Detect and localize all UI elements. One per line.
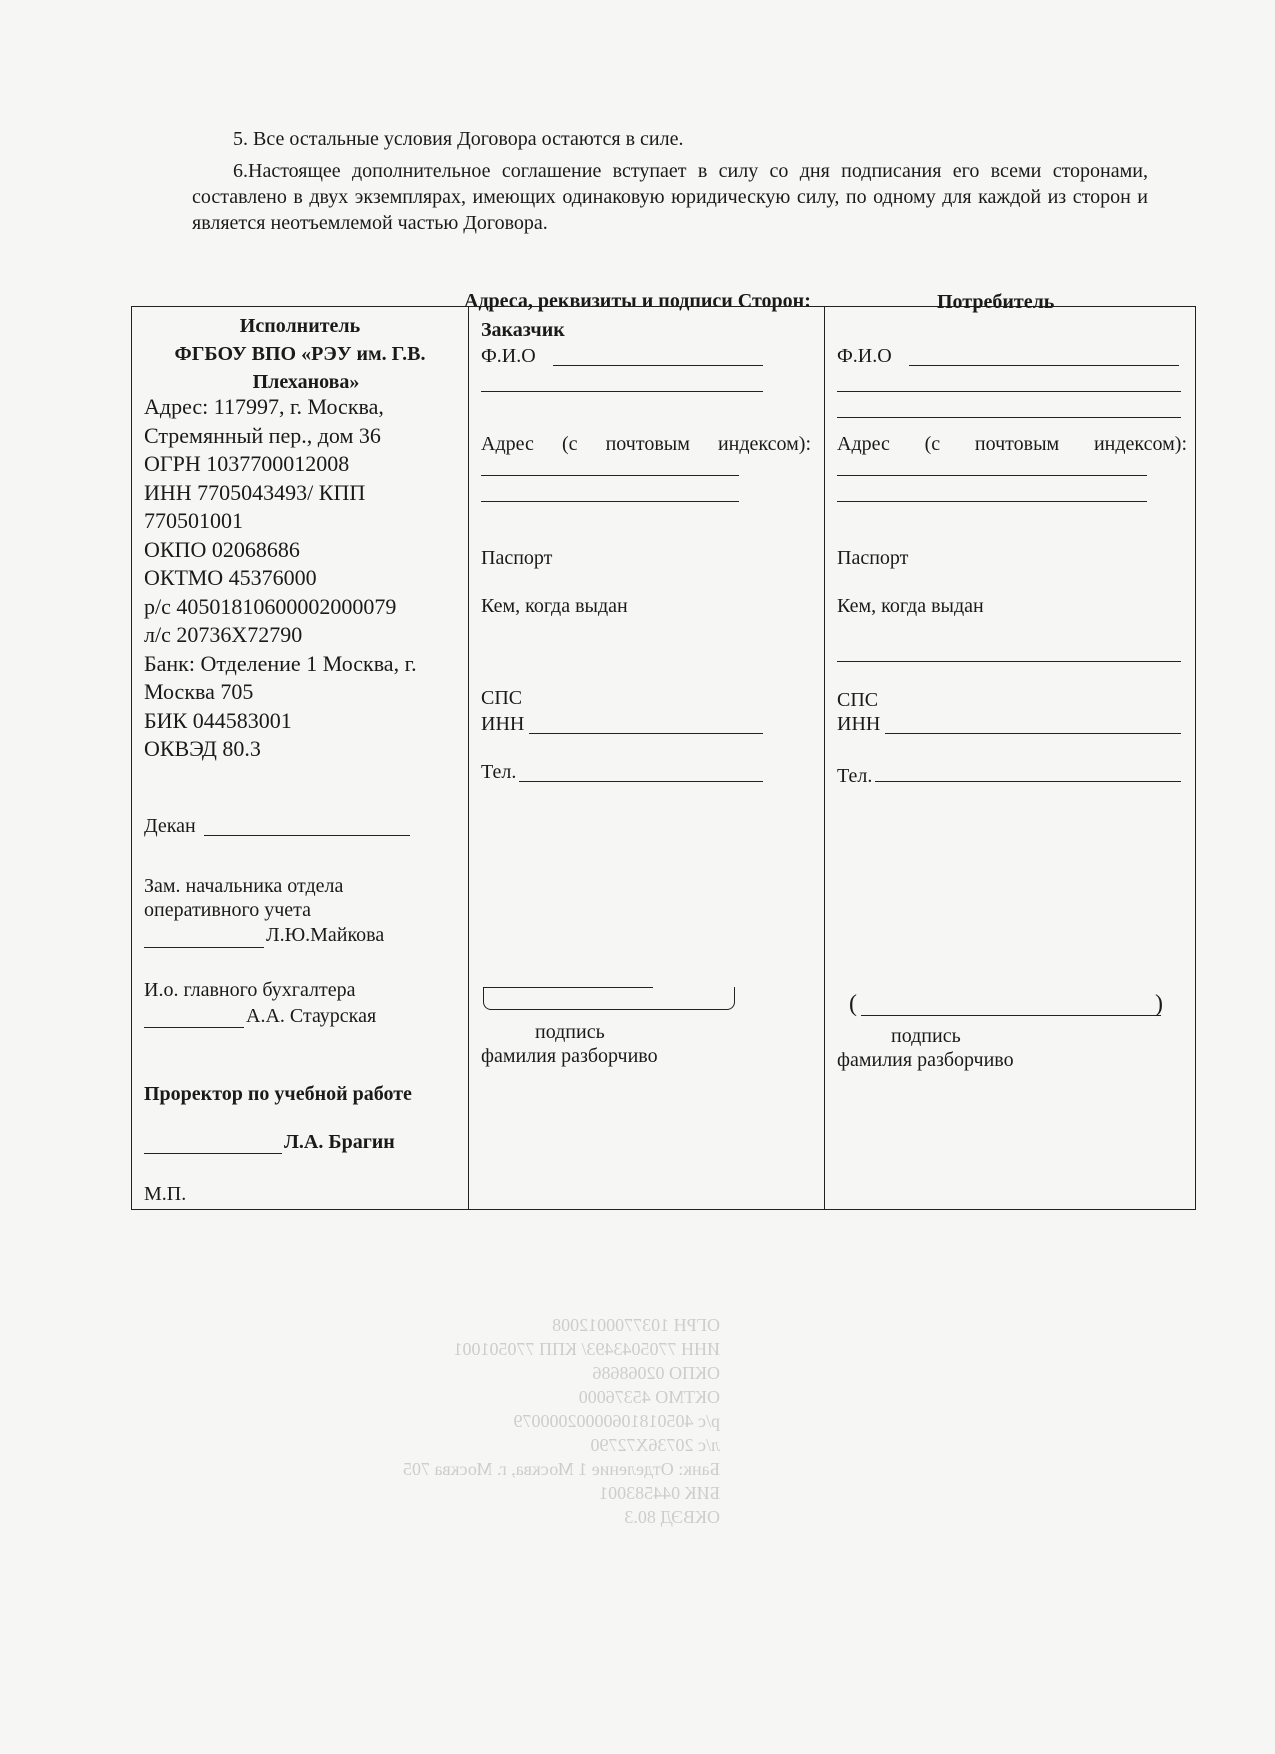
accountant-name: А.А. Стаурская <box>246 1005 377 1027</box>
deputy-name: Л.Ю.Майкова <box>266 924 385 946</box>
customer-column <box>468 307 825 1209</box>
requisite-line: ОГРН 1037700012008 <box>144 451 350 476</box>
bleed-line: Банк: Отделение 1 Москва, г. Москва 705 <box>402 1459 720 1479</box>
bleed-line: БИК 044583001 <box>599 1483 720 1503</box>
prorector-label: Проректор по учебной работе <box>144 1083 412 1105</box>
bleed-line: ОКПО 02068686 <box>592 1363 720 1383</box>
customer-sps-label: СПС <box>481 687 523 709</box>
customer-fio-label: Ф.И.О <box>481 345 536 367</box>
executor-org-line1: ФГБОУ ВПО «РЭУ им. Г.В. <box>174 343 426 365</box>
prorector-name: Л.А. Брагин <box>284 1131 395 1153</box>
executor-requisites <box>144 393 417 764</box>
customer-fio-line-2 <box>481 391 763 392</box>
consumer-issued-label: Кем, когда выдан <box>837 595 984 617</box>
consumer-signature-label: подпись <box>891 1025 961 1047</box>
bleed-line: ОКТМО 45376000 <box>578 1387 720 1407</box>
prorector-signature-line <box>144 1153 282 1154</box>
consumer-sps-label: СПС <box>837 689 879 711</box>
customer-inn-line <box>529 733 763 734</box>
requisite-line: Москва 705 <box>144 679 254 704</box>
consumer-inn-line <box>885 733 1181 734</box>
consumer-heading: Потребитель <box>937 291 1055 313</box>
customer-heading: Заказчик <box>481 319 565 341</box>
customer-name-legible-label: фамилия разборчиво <box>481 1045 658 1067</box>
consumer-fio-line-3 <box>837 417 1181 418</box>
deputy-signature-line <box>144 947 264 948</box>
table-title: Адреса, реквизиты и подписи Сторон: <box>464 290 811 312</box>
deputy-label-2: оперативного учета <box>144 899 312 921</box>
customer-signature-label: подпись <box>535 1021 605 1043</box>
accountant-signature-line <box>144 1027 244 1028</box>
consumer-fio-line-2 <box>837 391 1181 392</box>
customer-inn-label: ИНН <box>481 713 525 735</box>
consumer-issued-line <box>837 661 1181 662</box>
requisite-line: ОКТМО 45376000 <box>144 565 317 590</box>
customer-tel-label: Тел. <box>481 761 517 783</box>
executor-org-line2: Плеханова» <box>252 371 360 393</box>
customer-signature-box <box>483 987 735 1010</box>
customer-address-line <box>481 475 739 476</box>
consumer-fio-line <box>909 365 1179 366</box>
bleed-line: ОКВЭД 80.3 <box>624 1507 720 1527</box>
requisite-line: р/с 40501810600002000079 <box>144 593 397 619</box>
accountant-label: И.о. главного бухгалтера <box>144 979 356 1001</box>
customer-address-label: Адрес (с почтовым индексом): <box>481 433 811 455</box>
customer-tel-line <box>519 781 763 782</box>
dean-label: Декан <box>144 815 196 837</box>
customer-fio-line <box>553 365 763 366</box>
executor-column <box>132 307 468 1209</box>
requisite-line: Адрес: 117997, г. Москва, <box>144 394 384 419</box>
requisite-line: ОКПО 02068686 <box>144 536 300 562</box>
bleed-line: л/с 20736Х72790 <box>590 1435 720 1455</box>
consumer-tel-line <box>875 781 1181 782</box>
consumer-name-legible-label: фамилия разборчиво <box>837 1049 1014 1071</box>
clause-6: 6.Настоящее дополнительное соглашение вступает в силу со дня подписания его всеми сторонами, составлено в двух экземплярах, имеющих одинаковую юридическую силу, по одному для каждой из сторон и является неотъемлемой частью Договора. <box>192 160 1148 234</box>
requisite-line: л/с 20736Х72790 <box>144 622 303 647</box>
requisite-line: Стремянный пер., дом 36 <box>144 422 381 448</box>
bleed-line: ИНН 7705043493/ КПП 770501001 <box>453 1339 720 1359</box>
customer-address-line-2 <box>481 501 739 502</box>
consumer-signature-line <box>861 1015 1161 1016</box>
requisite-line: Банк: Отделение 1 Москва, г. <box>144 650 417 676</box>
bleed-line: ОГРН 1037700012008 <box>552 1315 720 1335</box>
customer-signature-top-line <box>483 987 653 988</box>
consumer-column <box>824 291 1196 1209</box>
requisite-line: ИНН 7705043493/ КПП <box>144 479 366 505</box>
consumer-address-label: Адрес (с почтовым индексом): <box>837 433 1187 455</box>
requisite-line: 770501001 <box>144 508 243 533</box>
consumer-fio-label: Ф.И.О <box>837 345 892 367</box>
consumer-inn-label: ИНН <box>837 713 881 735</box>
consumer-open-paren: ( <box>849 991 857 1017</box>
consumer-passport-label: Паспорт <box>837 547 909 569</box>
customer-passport-label: Паспорт <box>481 547 553 569</box>
requisite-line: БИК 044583001 <box>144 707 292 733</box>
requisite-line: ОКВЭД 80.3 <box>144 736 261 761</box>
consumer-close-paren: ) <box>1155 991 1163 1017</box>
stamp-label: М.П. <box>144 1183 187 1205</box>
consumer-tel-label: Тел. <box>837 765 873 787</box>
deputy-label-1: Зам. начальника отдела <box>144 875 344 897</box>
clause-5: 5. Все остальные условия Договора остаются в силе. <box>233 128 684 150</box>
customer-issued-label: Кем, когда выдан <box>481 595 628 617</box>
executor-heading: Исполнитель <box>239 315 361 337</box>
consumer-address-line <box>837 475 1147 476</box>
dean-signature-line <box>204 835 410 836</box>
bleed-line: р/с 40501810600002000079 <box>513 1411 720 1431</box>
consumer-address-line-2 <box>837 501 1147 502</box>
